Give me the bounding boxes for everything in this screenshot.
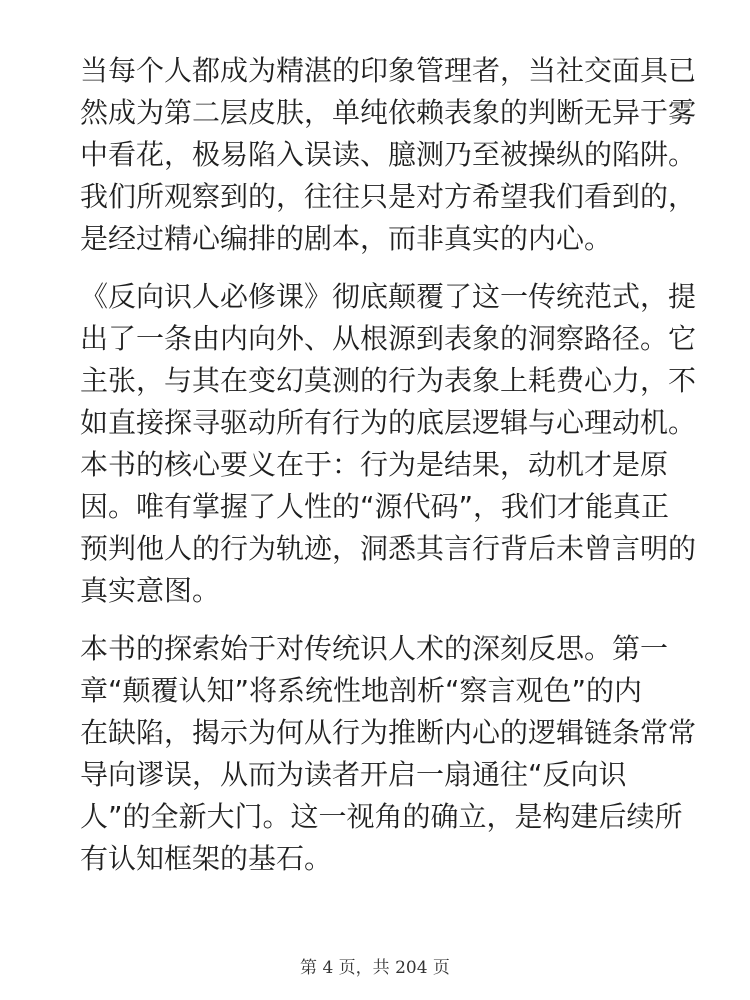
text-line: 导向谬误，从而为读者开启一扇通往“反向识 [80,758,627,791]
text-line: 中看花，极易陷入误读、臆测乃至被操纵的陷阱。 [80,138,697,171]
text-line: 当每个人都成为精湛的印象管理者，当社交面具已 [80,54,697,87]
text-line: 是经过精心编排的剧本，而非真实的内心。 [80,222,613,255]
text-line: 有认知框架的基石。 [80,842,333,875]
text-line: 然成为第二层皮肤，单纯依赖表象的判断无异于雾 [80,96,697,129]
text-line: 人”的全新大门。这一视角的确立，是构建后续所 [80,800,683,833]
text-line: 本书的核心要义在于：行为是结果，动机才是原 [80,448,669,481]
paragraph-2 [80,276,697,612]
text-line: 如直接探寻驱动所有行为的底层逻辑与心理动机。 [80,406,697,439]
text-line: 我们所观察到的，往往只是对方希望我们看到的， [80,180,697,213]
paragraph-3 [80,628,697,880]
paragraph-1 [80,50,697,260]
text-line: 出了一条由内向外、从根源到表象的洞察路径。它 [80,322,697,355]
text-line: 章“颠覆认知”将系统性地剖析“察言观色”的内 [80,674,643,707]
text-line: 真实意图。 [80,574,221,607]
text-line: 本书的探索始于对传统识人术的深刻反思。第一 [80,632,669,665]
page-number-footer: 第 4 页，共 204 页 [300,958,450,978]
body-text [80,50,697,896]
text-line: 《反向识人必修课》彻底颠覆了这一传统范式，提 [80,280,697,313]
text-line: 主张，与其在变幻莫测的行为表象上耗费心力，不 [80,364,697,397]
text-line: 因。唯有掌握了人性的“源代码”，我们才能真正 [80,490,670,523]
text-line: 预判他人的行为轨迹，洞悉其言行背后未曾言明的 [80,532,697,565]
text-line: 在缺陷，揭示为何从行为推断内心的逻辑链条常常 [80,716,697,749]
